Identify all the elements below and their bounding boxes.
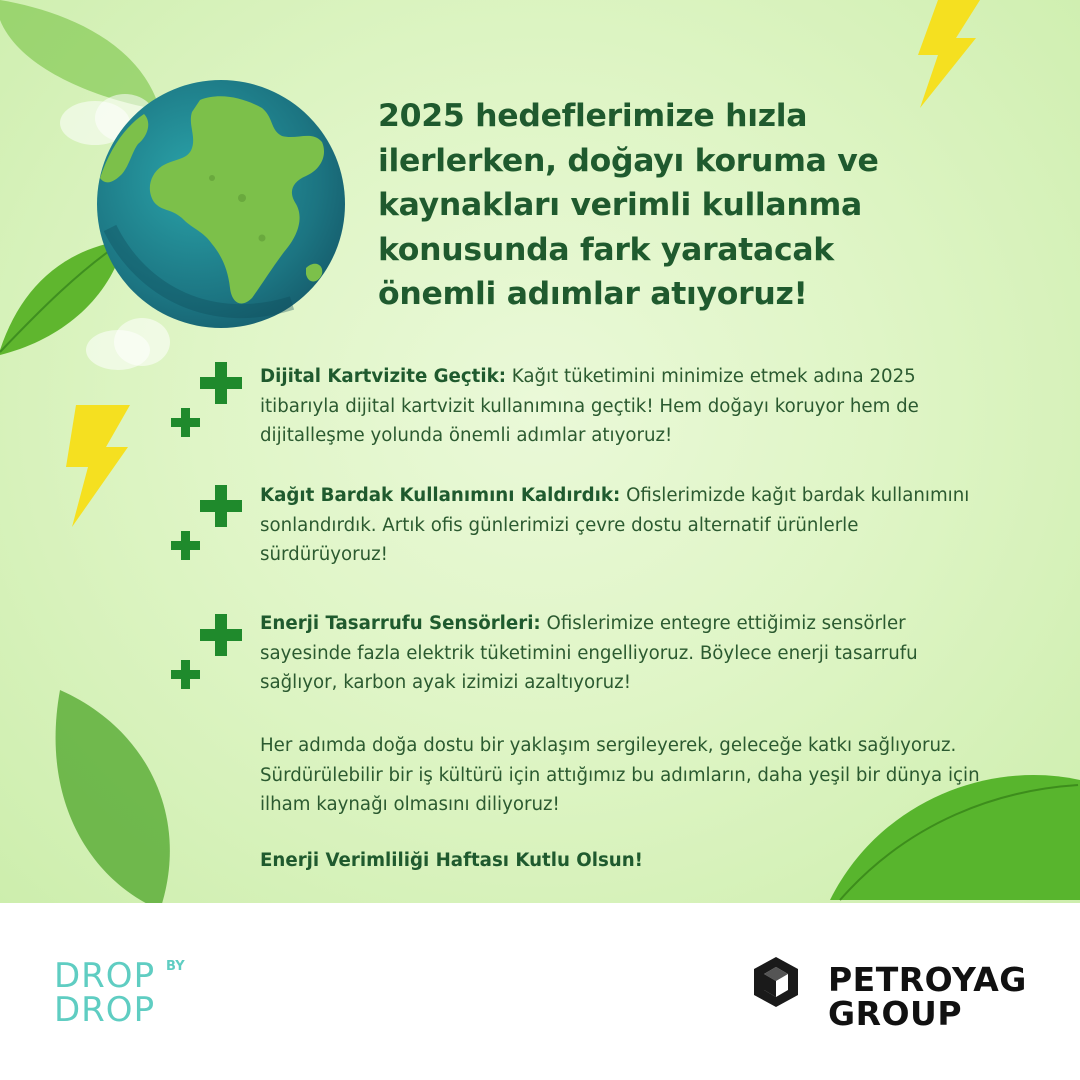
petroyag-mark-icon xyxy=(752,957,800,1007)
headline: 2025 hedeflerimize hızla ilerlerken, doğayı koruma ve kaynakları verimli kullanma konusunda fark yaratacak önemli adımlar atıyoruz! xyxy=(378,98,879,312)
item-text: Kağıt tüketimini minimize etmek adına 2025 itibarıyla dijital kartvizit kullanımına geçtik! Hem doğayı koruyor hem de dijitalleşme yolunda önemli adımlar atıyoruz! xyxy=(260,366,919,446)
item-text: Ofislerimize entegre ettiğimiz sensörler sayesinde fazla elektrik tüketimini engelliyoruz. Böylece enerji tasarrufu sağlıyor, karbon ayak izimizi azaltıyoruz! xyxy=(260,613,918,693)
closing-paragraph: Her adımda doğa dostu bir yaklaşım sergileyerek, geleceğe katkı sağlıyoruz. Sürdürülebilir bir iş kültürü için attığımız bu adımların, daha yeşil bir dünya için ilham kaynağı olmasını diliyoruz! xyxy=(260,735,980,815)
petroyag-logo xyxy=(752,955,1042,1035)
plus-icon xyxy=(168,612,248,692)
item-title: Kağıt Bardak Kullanımını Kaldırdık: xyxy=(260,485,621,506)
logo-line: DROP xyxy=(54,990,156,1030)
plus-icon xyxy=(168,483,248,563)
item-digital-card xyxy=(260,362,980,451)
item-paper-cup xyxy=(260,481,980,570)
leaf-icon xyxy=(40,690,190,903)
globe-icon xyxy=(92,78,350,330)
item-title: Dijital Kartvizite Geçtik: xyxy=(260,366,506,387)
logo-line: PETROYAG xyxy=(828,960,1027,999)
item-title: Enerji Tasarrufu Sensörleri: xyxy=(260,613,541,634)
logo-by: BY xyxy=(166,959,185,974)
lightning-icon xyxy=(58,405,133,530)
logo-line: GROUP xyxy=(828,994,963,1033)
item-text: Ofislerimizde kağıt bardak kullanımını sonlandırdık. Artık ofis günlerimizi çevre dostu alternatif ürünlerle sürdürüyoruz! xyxy=(260,485,970,565)
item-energy-sensors xyxy=(260,609,980,698)
logo-line: DROP xyxy=(54,956,156,996)
plus-icon xyxy=(168,360,248,440)
slogan: Enerji Verimliliği Haftası Kutlu Olsun! xyxy=(260,850,643,871)
drop-by-drop-logo xyxy=(54,957,204,1029)
